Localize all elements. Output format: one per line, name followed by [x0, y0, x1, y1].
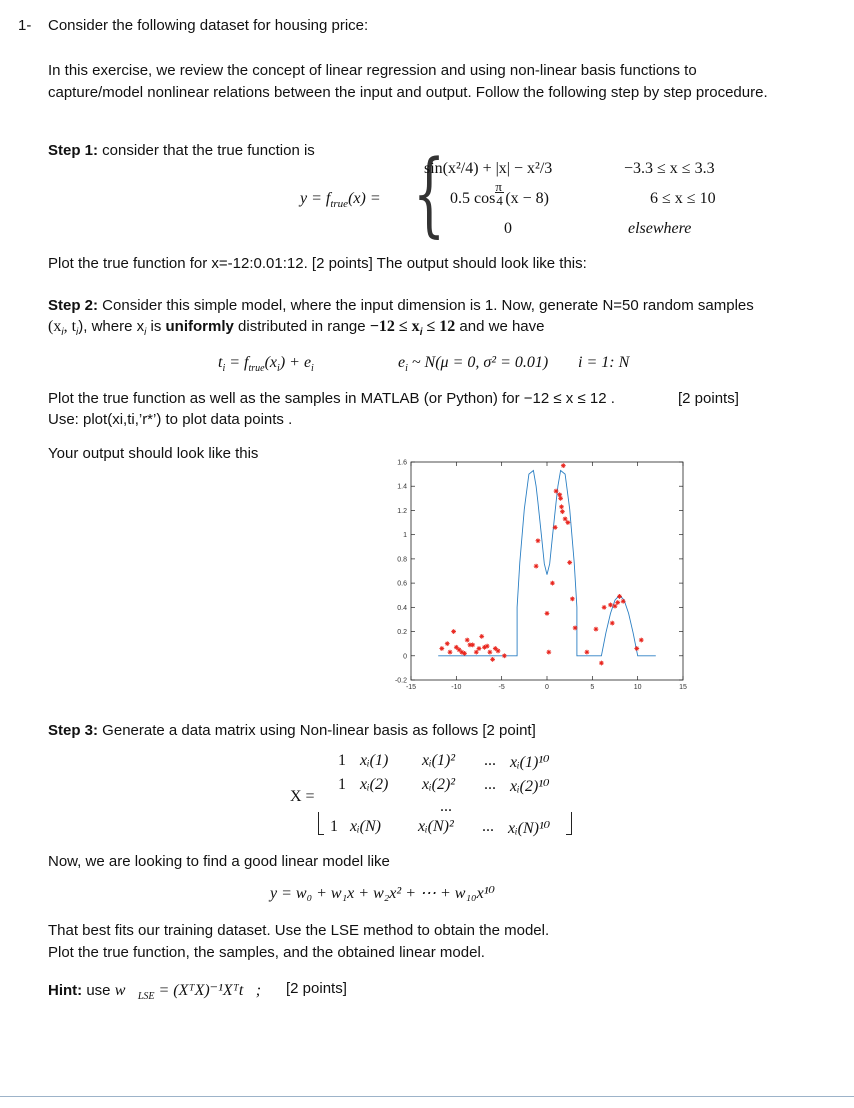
- piecewise-brace: {: [413, 140, 446, 247]
- y-tick-label: 1: [403, 532, 407, 540]
- step2-index: i = 1: N: [578, 354, 630, 371]
- step2-label: Step 2:: [48, 297, 99, 314]
- l2-uniform: uniformly: [165, 318, 234, 335]
- step1-text: consider that the true function is: [98, 142, 315, 159]
- step3-now-text: Now, we are looking to find a good linear model like: [48, 853, 390, 870]
- m33: xᵢ(N)²: [418, 818, 454, 835]
- y-tick-label: 0.8: [397, 556, 407, 564]
- m24: ...: [484, 776, 496, 793]
- plot-axes-box: [411, 462, 683, 680]
- m34: ...: [482, 818, 494, 835]
- question-title: Consider the following dataset for housing price:: [48, 17, 369, 34]
- eq-mid: = f: [225, 354, 249, 371]
- m14: ...: [484, 752, 496, 769]
- sample-point: [639, 638, 644, 643]
- case1-cond: −3.3 ≤ x ≤ 3.3: [624, 160, 715, 177]
- noise-tail: ~ N(μ = 0, σ² = 0.01): [407, 354, 549, 371]
- eq-mid-sub: true: [248, 363, 265, 375]
- eq-tail2: ) + e: [279, 354, 312, 371]
- hint-eq-tail: = (XᵀX)⁻¹Xᵀt⃗;: [154, 982, 262, 999]
- eq-tail2-sub: i: [311, 363, 314, 375]
- step3-fit-line-1: That best fits our training dataset. Use the LSE method to obtain the model.: [48, 922, 550, 939]
- l2a: (x: [48, 318, 62, 335]
- m21: 1: [338, 776, 346, 793]
- hint-w: w⃗: [114, 982, 138, 999]
- eq-tail: (x: [264, 354, 278, 371]
- step2-line-1: [48, 297, 754, 314]
- sample-plot: [380, 452, 710, 692]
- intro-line-2: capture/model nonlinear relations between the input and output. Follow the following step by step procedure.: [48, 84, 768, 101]
- step2-noise: [398, 354, 548, 374]
- step2-line-2: [48, 318, 544, 338]
- l2-range: −12 ≤ x: [369, 318, 420, 335]
- eq-t-sub: i: [222, 363, 226, 375]
- m12: xᵢ(1): [360, 752, 389, 769]
- step2-plot-text: Plot the true function as well as the samples in MATLAB (or Python) for −12 ≤ x ≤ 12 .: [48, 390, 615, 407]
- question-number: 1-: [18, 17, 32, 34]
- step3-hint: [48, 980, 261, 1002]
- noise-e: e: [398, 354, 406, 371]
- m25: xᵢ(2)¹⁰: [510, 778, 550, 795]
- case2-cond: 6 ≤ x ≤ 10: [650, 190, 716, 207]
- step2-points: [2 points]: [678, 390, 739, 407]
- step1-lhs: [300, 190, 381, 210]
- matrix-bracket-left: [318, 812, 324, 835]
- lhs-sub: true: [330, 198, 349, 211]
- y-tick-label: 1.4: [397, 483, 407, 491]
- l2e: ), where x: [78, 318, 145, 335]
- case1-expr: sin(x²/4) + |x| − x²/3: [424, 160, 553, 177]
- m32: xᵢ(N): [350, 818, 381, 835]
- l2b: i: [61, 327, 64, 338]
- eq-tail-sub: i: [277, 363, 280, 375]
- m15: xᵢ(1)¹⁰: [510, 754, 550, 771]
- x-tick-label: 0: [545, 684, 549, 691]
- case3-cond: elsewhere: [628, 220, 692, 237]
- x-tick-label: -5: [498, 684, 505, 691]
- sample-point: [634, 646, 639, 651]
- y-tick-label: 0: [403, 653, 407, 661]
- y-tick-label: 0.4: [397, 604, 407, 612]
- matrix-bracket-right: [566, 812, 572, 835]
- l2f: i: [144, 327, 147, 338]
- case2-expr: [450, 179, 550, 208]
- l2-range-tail: ≤ 12: [422, 318, 456, 335]
- y-tick-label: -0.2: [394, 677, 407, 685]
- step2-line1-text: Consider this simple model, where the input dimension is 1. Now, generate N=50 random samples: [98, 297, 754, 314]
- noise-sub: i: [405, 363, 408, 375]
- x-tick-label: 10: [633, 684, 642, 691]
- eq-t: t: [218, 354, 223, 371]
- page-bottom-rule: [0, 1096, 854, 1097]
- step3-heading: [48, 722, 536, 739]
- y-tick-label: 1.2: [397, 507, 407, 515]
- case3-expr: 0: [504, 220, 512, 237]
- hint-label: Hint:: [48, 982, 83, 999]
- hint-text: use: [82, 982, 115, 999]
- case2-pre: 0.5 cos: [450, 190, 496, 207]
- y-tick-label: 0.6: [397, 580, 407, 588]
- m13: xᵢ(1)²: [422, 752, 456, 769]
- y-tick-label: 1.6: [397, 459, 407, 467]
- m11: 1: [338, 752, 346, 769]
- case2-pi: π: [495, 179, 502, 194]
- l2g: is: [146, 318, 166, 335]
- matrix-row-dots: ...: [440, 798, 452, 815]
- m22: xᵢ(2): [360, 776, 389, 793]
- step1-label: Step 1:: [48, 142, 99, 159]
- hint-points: [2 points]: [286, 980, 347, 997]
- step3-label: Step 3:: [48, 722, 99, 739]
- step3-text: Generate a data matrix using Non-linear basis as follows [2 point]: [98, 722, 536, 739]
- l2d: i: [76, 327, 79, 338]
- step2-output-text: Your output should look like this: [48, 445, 259, 462]
- m31: 1: [330, 818, 338, 835]
- step3-fit-line-2: Plot the true function, the samples, and the obtained linear model.: [48, 944, 485, 961]
- sample-point: [477, 646, 482, 651]
- x-tick-label: 5: [590, 684, 595, 691]
- l2c: , t: [63, 318, 77, 335]
- l2-end: and we have: [455, 318, 545, 335]
- lhs-y: y = f: [300, 190, 331, 207]
- x-tick-label: -10: [451, 684, 462, 691]
- step1-heading: [48, 142, 315, 159]
- step1-plot-text: Plot the true function for x=-12:0.01:12. [2 points] The output should look like this:: [48, 255, 587, 272]
- case2-four: 4: [496, 193, 503, 208]
- intro-line-1: In this exercise, we review the concept of linear regression and using non-linear basis functions to: [48, 62, 697, 79]
- step2-use-text: Use: plot(xi,ti,’r*’) to plot data points .: [48, 411, 293, 428]
- x-tick-label: 15: [679, 684, 687, 691]
- m35: xᵢ(N)¹⁰: [508, 820, 551, 837]
- model-equation: y = w₀ + w₁x + w₂x² + ⋯ + w₁₀x¹⁰: [270, 885, 495, 902]
- y-tick-label: 0.2: [397, 629, 407, 637]
- step2-equation: [218, 354, 314, 374]
- l2h: distributed in range: [233, 318, 370, 335]
- x-tick-label: -15: [405, 684, 417, 691]
- case2-post: (x − 8): [505, 190, 550, 207]
- m23: xᵢ(2)²: [422, 776, 456, 793]
- matrix-label: X =: [290, 788, 315, 805]
- hint-w-sub: LSE: [137, 991, 155, 1002]
- lhs-tail: (x) =: [348, 190, 381, 207]
- l2-range-sub: i: [419, 327, 423, 338]
